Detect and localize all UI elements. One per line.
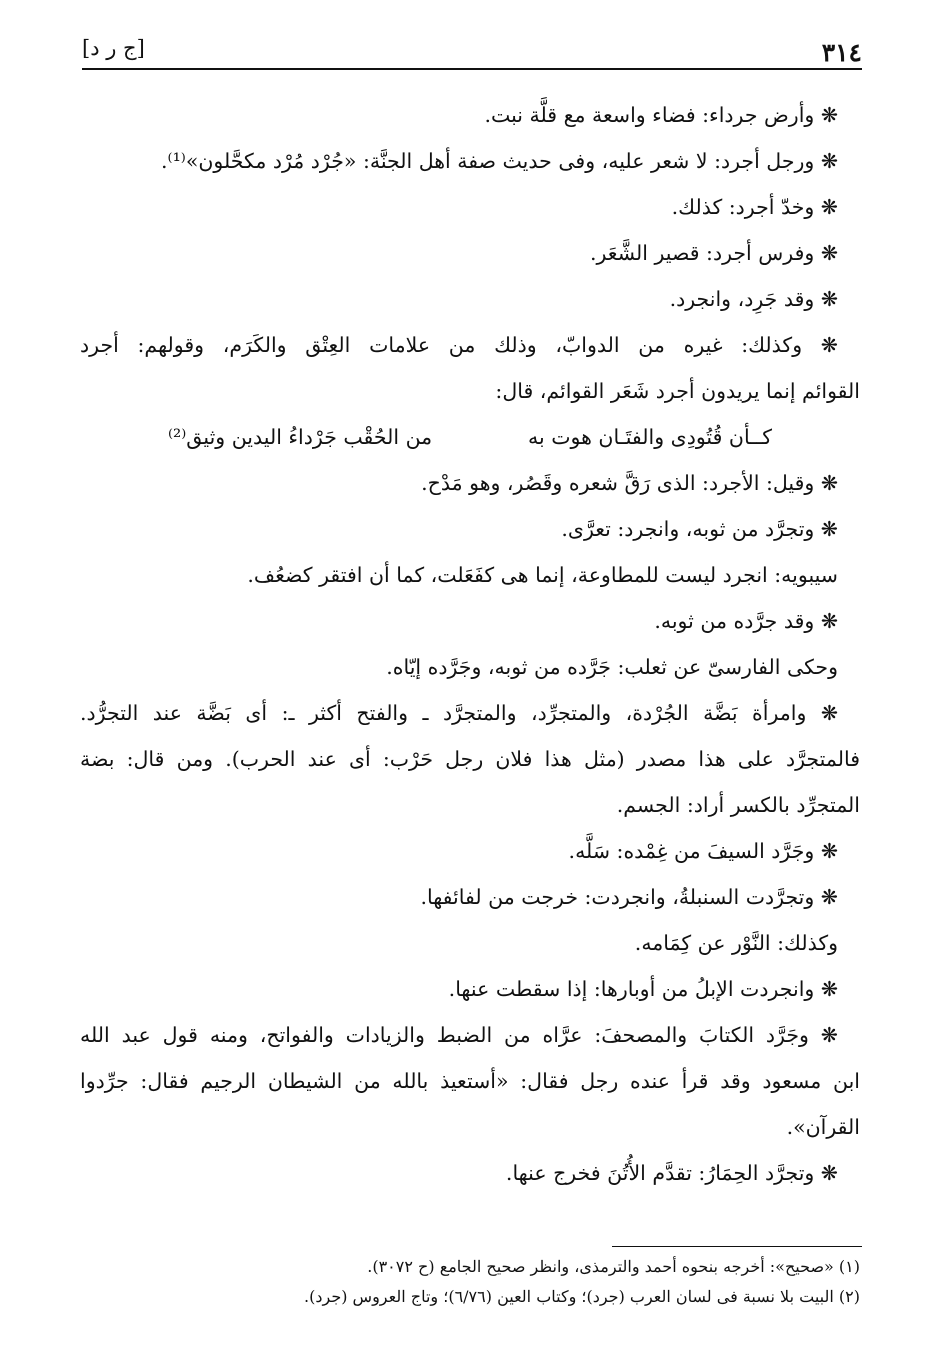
- text-line: ❋ وتجرَّد من ثوبه، وانجرد: تعرَّى.: [561, 517, 838, 541]
- footnote: (١) «صحيح»: أخرجه بنحوه أحمد والترمذى، وانظر صحيح الجامع (ح ٣٠٧٢).: [367, 1257, 860, 1276]
- body-text: [80, 92, 860, 1196]
- text-line: وحكى الفارسىّ عن ثعلب: جَرَّده من ثوبه، وجَرَّده إيّاه.: [386, 655, 838, 679]
- text-line: ❋ وامرأة بَضَّة الجُرْدة، والمتجرِّد، والمتجرَّد ـ والفتح أكثر ـ: أى بَضَّة عند التجرُّد.: [80, 701, 838, 725]
- running-head: [ج ر د]: [82, 36, 145, 60]
- text-line: ❋ وفرس أجرد: قصير الشَّعَر.: [589, 241, 838, 265]
- text-line: ❋ وانجردت الإبلُ من أوبارها: إذا سقطت عنها.: [448, 977, 838, 1001]
- footnote-rule: [612, 1246, 862, 1247]
- text-line: ❋ وكذلك: غيره من الدوابّ، وذلك من علامات العِتْق والكَرَم، وقولهم: أجرد: [80, 333, 838, 357]
- verse-second-hemistich: من الحُقْب جَرْداءُ اليدين وثيق⁽²⁾: [168, 425, 433, 449]
- text-line: فالمتجرَّد على هذا مصدر (مثل هذا فلان رجل حَرْب: أى عند الحرب). ومن قال: بضة: [80, 747, 860, 771]
- text-line: ❋ وقد جرَّده من ثوبه.: [654, 609, 838, 633]
- header-rule: [82, 68, 862, 70]
- verse: [80, 414, 860, 460]
- text-line: ❋ وقد جَرِد، وانجرد.: [669, 287, 838, 311]
- verse-first-hemistich: كــأن قُتُودِى والفتَـان هوت به: [528, 425, 772, 449]
- text-line: القرآن».: [786, 1115, 860, 1139]
- text-line: ❋ وأرض جرداء: فضاء واسعة مع قلَّة نبت.: [484, 103, 838, 127]
- page-number: ٣١٤: [821, 38, 862, 67]
- text-line: المتجرِّد بالكسر أراد: الجسم.: [616, 793, 860, 817]
- text-line: ❋ وخدّ أجرد: كذلك.: [671, 195, 838, 219]
- text-line: ❋ وتجرَّد الحِمَارُ: تقدَّم الأُتُنَ فخرج عنها.: [505, 1161, 838, 1185]
- page-header: [82, 30, 862, 70]
- text-line: ❋ وتجرَّدت السنبلةُ، وانجردت: خرجت من لفائفها.: [420, 885, 838, 909]
- text-line: ❋ وجَرَّد السيفَ من غِمْده: سَلَّه.: [568, 839, 838, 863]
- footnotes: [200, 1252, 860, 1312]
- text-line: ❋ وجَرَّد الكتابَ والمصحفَ: عرَّاه من الضبط والزيادات والفواتح، ومنه قول عبد الله: [80, 1023, 838, 1047]
- footnote: (٢) البيت بلا نسبة فى لسان العرب (جرد)؛ وكتاب العين (٦/٧٦)؛ وتاج العروس (جرد).: [304, 1287, 860, 1306]
- text-line: ابن مسعود وقد قرأ عنده رجل فقال: «أستعيذ بالله من الشيطان الرجيم فقال: جرِّدوا: [80, 1069, 860, 1093]
- text-line: ❋ وقيل: الأجرد: الذى رَقَّ شعره وقَصُر، وهو مَدْح.: [421, 471, 838, 495]
- text-line: ❋ ورجل أجرد: لا شعر عليه، وفى حديث صفة أهل الجنَّة: «جُرْد مُرْد مكحَّلون»⁽¹⁾.: [161, 149, 838, 173]
- text-line: وكذلك: النَّوْر عن كِمَامه.: [634, 931, 838, 955]
- text-line: سيبويه: انجرد ليست للمطاوعة، إنما هى كفَعَلت، كما أن افتقر كضعُف.: [247, 563, 838, 587]
- text-line: القوائم إنما يريدون أجرد شَعَر القوائم، قال:: [495, 379, 860, 403]
